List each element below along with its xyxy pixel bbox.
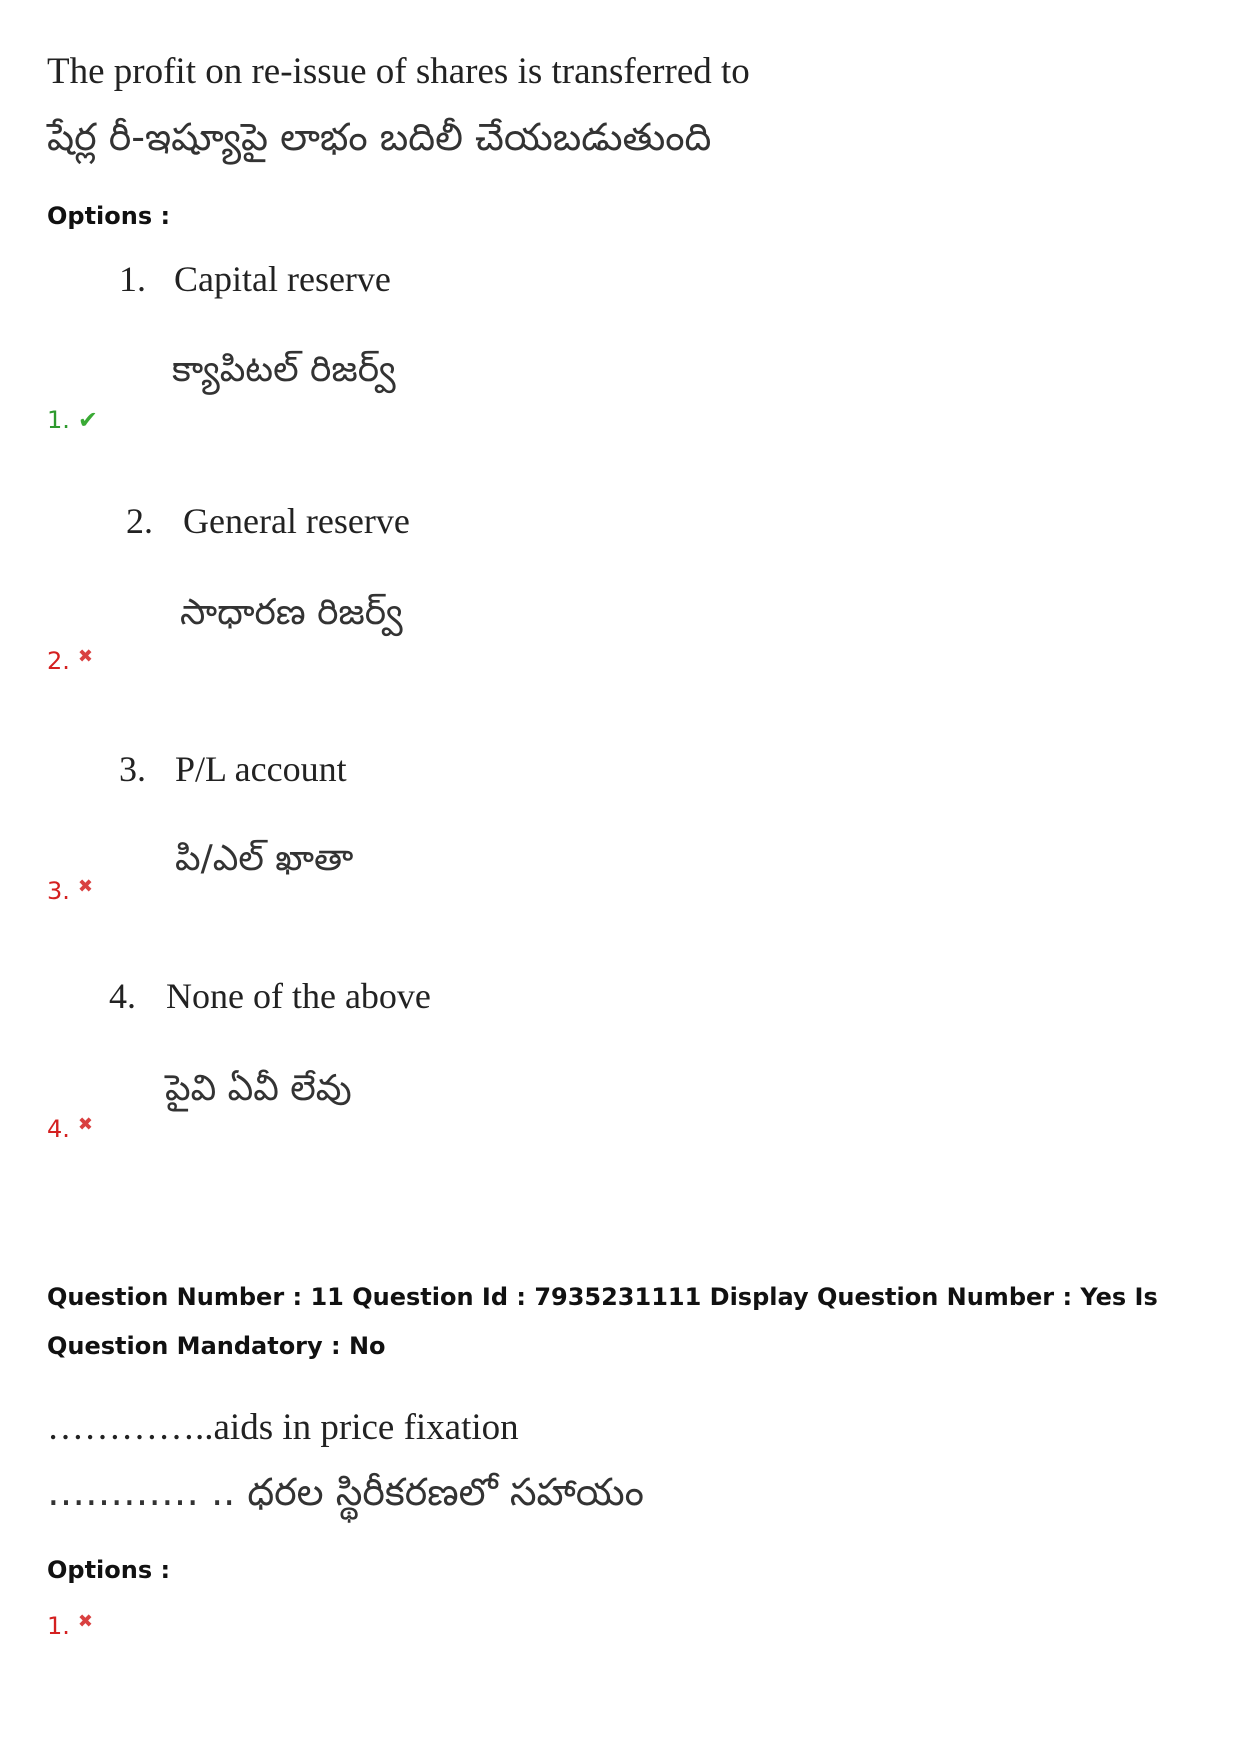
option-1-marker-number: 1.	[47, 406, 70, 434]
option-1-marker	[47, 1612, 93, 1640]
option-1-number: 1.	[119, 259, 146, 299]
option-3-marker	[47, 877, 93, 905]
question-meta: Question Number : 11 Question Id : 7935231111 Display Question Number : Yes Is Question Mandatory : No	[47, 1283, 1158, 1360]
option-1-marker	[47, 406, 98, 434]
option-2-marker-number: 2.	[47, 647, 70, 675]
cross-icon: ✖	[77, 646, 93, 667]
option-3-number: 3.	[119, 749, 146, 789]
option-3-text-te: పి/ఎల్ ఖాతా	[175, 838, 354, 879]
options-label: Options :	[47, 1556, 171, 1584]
option-4-text-te: పైవి ఏవీ లేవు	[165, 1068, 352, 1109]
option-4-text-en: None of the above	[166, 976, 431, 1016]
cross-icon: ✖	[77, 1611, 93, 1632]
option-3-text-en: P/L account	[175, 749, 347, 789]
option-1-marker-number: 1.	[47, 1612, 70, 1640]
question-text-en: …………..aids in price fixation	[47, 1407, 519, 1448]
options-label: Options :	[47, 202, 171, 230]
option-4-marker-number: 4.	[47, 1115, 70, 1143]
question-text-te: ………… .. ధరల స్థిరీకరణలో సహాయం	[47, 1470, 644, 1514]
check-icon: ✔	[77, 406, 99, 434]
option-2-number: 2.	[126, 501, 153, 541]
option-4-marker	[47, 1115, 93, 1143]
option-2-marker	[47, 647, 93, 675]
question-text-te: షేర్ల రీ-ఇష్యూపై లాభం బదిలీ చేయబడుతుంది	[47, 115, 712, 159]
cross-icon: ✖	[77, 1114, 93, 1135]
question-text-en: The profit on re-issue of shares is transferred to	[47, 51, 750, 92]
option-2-text-te: సాధారణ రిజర్వ్	[180, 592, 403, 633]
option-1-text-en: Capital reserve	[174, 259, 391, 299]
option-2-text-en: General reserve	[183, 501, 410, 541]
option-1-text-te: క్యాపిటల్ రిజర్వ్	[172, 349, 396, 390]
cross-icon: ✖	[77, 876, 93, 897]
option-4-number: 4.	[109, 976, 136, 1016]
option-3-marker-number: 3.	[47, 877, 70, 905]
